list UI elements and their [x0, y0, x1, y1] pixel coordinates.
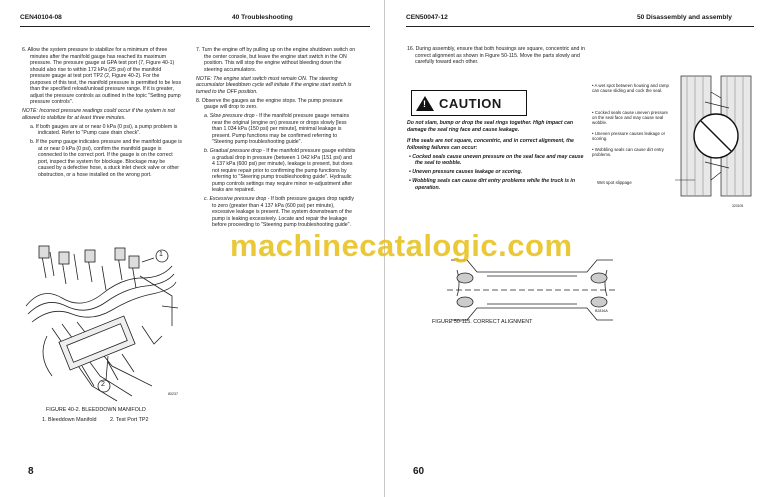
side-note-4: • Wobbling seals can cause dirt entry problems.	[592, 147, 664, 158]
failure-bullet-3-text: Wobbling seals can cause dirt entry problems while the truck is in operation.	[412, 178, 576, 191]
caution-text: Do not slam, bump or drop the seal rings together. High impact can damage the seal ring face and cause leakage.	[407, 120, 574, 133]
right-step-16	[407, 46, 597, 68]
item-6b: b. If the pump gauge indicates pressure and the manifold gauge is at or near 0 kPa (0 psi), confirm the manifold gauge is connected to the correct port. If the gauge is on the correct port, inspect the system for blockage. Blockage may be caused by a defective hose, a stuck inlet check valve or other obstruction, or a hose installed on the wrong port.	[30, 139, 182, 178]
failure-bullet-3: • Wobbling seals can cause dirt entry problems while the truck is in operation.	[409, 178, 576, 191]
legend-test-port: 2. Test Port TP2	[110, 417, 149, 423]
left-column-2	[196, 47, 356, 232]
item-8a	[196, 113, 356, 146]
note-engine-switch: NOTE: The engine start switch must remain ON. The steering accumulator bleeddown cycle will initiate if the engine start switch is turned to the OFF position.	[196, 75, 352, 95]
item-6a: a. If both gauges are at or near 0 kPa (0 psi), a pump problem is indicated. Refer to "Pump case drain check".	[30, 123, 178, 137]
callout-2-label: 2	[101, 381, 105, 388]
left-header-rule	[20, 26, 370, 27]
legend-bleeddown-manifold: 1. Bleeddown Manifold	[42, 417, 97, 423]
correct-alignment-drawing	[447, 256, 617, 324]
code-320105: 320105	[732, 204, 744, 208]
side-note-4-text: Wobbling seals can cause dirt entry problems.	[592, 147, 664, 158]
item-8b-lead: b. Gradual pressure drop	[204, 148, 262, 155]
side-note-3-text: Uneven pressure causes leakage or scoring.	[592, 131, 666, 142]
item-8b-text: - If the manifold pressure gauge exhibits a gradual drop in pressure (between 1 042 kPa (151 psi) and 4 137 kPa (600 psi) per minute), leakage is present, but does not require repair prior to confirming the pump functions by referring to "Steering pump troubleshooting guide". Hydraulic pump controls settings may require minor re-adjustment after leaks are repaired.	[212, 148, 356, 194]
failure-bullet-2-text: Uneven pressure causes leakage or scoring.	[412, 169, 523, 176]
wet-spot-label: Wet spot slippage	[597, 180, 632, 185]
figure-50-115-caption: FIGURE 50-115. CORRECT ALIGNMENT	[432, 319, 533, 325]
left-column-1	[22, 47, 182, 181]
note-stabilize: NOTE: Incorrect pressure readings could occur if the system is not allowed to stabilize for at least three minutes.	[22, 108, 175, 121]
right-column-main	[407, 120, 592, 194]
side-note-2: • Cocked seals cause uneven pressure on the seal face and may cause seal wobble.	[592, 110, 668, 126]
left-header-section: 40 Troubleshooting	[232, 14, 293, 21]
code-b2816a: B2816A	[595, 309, 608, 313]
step-7: 7. Turn the engine off by pulling up on the engine shutdown switch on the center console, but leave the engine start switch in the ON position. This will stop the engine without bleeding down the steering accumulators.	[196, 47, 356, 73]
cocked-seal-drawing	[675, 72, 757, 200]
item-8c-text: - If both pressure gauges drop rapidly to zero (greater than 4 137 kPa (600 psi) per minute), excessive leakage is present. The system downstream of the pump is leaking excessively. Locate and repair the leakage before proceeding to "Steering pump troubleshooting guide".	[212, 196, 354, 229]
right-header-rule	[406, 26, 754, 27]
right-header-section: 50 Disassembly and assembly	[637, 14, 732, 21]
item-8c-lead: c. Excessive pressure drop	[204, 196, 267, 203]
right-header-code: CEN50047-12	[406, 14, 448, 21]
bleeddown-manifold-drawing	[22, 236, 182, 404]
item-8b	[196, 148, 356, 194]
failure-bullet-2: • Uneven pressure causes leakage or scoring.	[409, 169, 523, 176]
caution-label	[411, 90, 527, 116]
right-page-number: 60	[413, 466, 425, 477]
left-page-number: 8	[28, 466, 34, 477]
figure-40-2-caption: FIGURE 40-2. BLEEDDOWN MANIFOLD	[46, 407, 146, 413]
side-note-2-text: Cocked seals cause uneven pressure on the seal face and may cause seal wobble.	[592, 110, 668, 126]
failure-bullet-1: • Cocked seals cause uneven pressure on the seal face and may cause the seal to wobble.	[409, 153, 584, 167]
side-note-1: • A wet spot between housing and ramp can cause sliding and cock the seal.	[592, 83, 669, 94]
step-8: 8. Observe the gauges as the engine stops. The pump pressure gauge will drop to zero.	[196, 97, 343, 111]
caution-word: CAUTION	[439, 95, 502, 111]
step-16-text: 16. During assembly, ensure that both housings are square, concentric and in correct alignment as shown in Figure 50-115. Move the parts slowly and carefully toward each other.	[407, 46, 585, 65]
side-note-3: • Uneven pressure causes leakage or scoring.	[592, 131, 666, 142]
item-8a-text: - If the manifold pressure gauge remains near the original (engine on) pressure or drops slowly [less than 1 034 kPa (150 psi) per minute], minimal leakage is present. Pump functions may be confirmed referring to "Steering pump troubleshooting guide".	[212, 113, 350, 146]
watermark-text: machinecatalogic.com	[230, 228, 573, 263]
warning-triangle-icon: !	[416, 96, 434, 111]
step-6: 6. Allow the system pressure to stabilize for a minimum of three minutes after the manifold gauge has reached its maximum pressure. The pressure gauge at GPA test port (7, Figure 40-1) should also rise to within 172 kPa (25 psi) of the manifold pressure gauge at test port TP2 (2, Figure 40-2). For the purposes of this test, the manifold pressure is permitted to be less than the specified reload/unload pressure range. If it is greater, adjust the pressure controls as outlined in the topic "Setting pump pressure controls".	[22, 47, 182, 105]
left-header-code: CEN40104-08	[20, 14, 62, 21]
callout-1-label: 1	[159, 251, 163, 258]
side-note-1-text: A wet spot between housing and ramp can cause sliding and cock the seal.	[592, 83, 669, 94]
failures-intro: If the seals are not square, concentric, and in correct alignment, the following failures can occur:	[407, 138, 574, 151]
item-8c	[196, 196, 356, 229]
figure-code-80237: 80237	[168, 392, 178, 396]
item-8a-lead: a. Slow pressure drop	[204, 113, 255, 120]
failure-bullet-1-text: Cocked seals cause uneven pressure on the seal face and may cause the seal to wobble.	[412, 153, 584, 167]
